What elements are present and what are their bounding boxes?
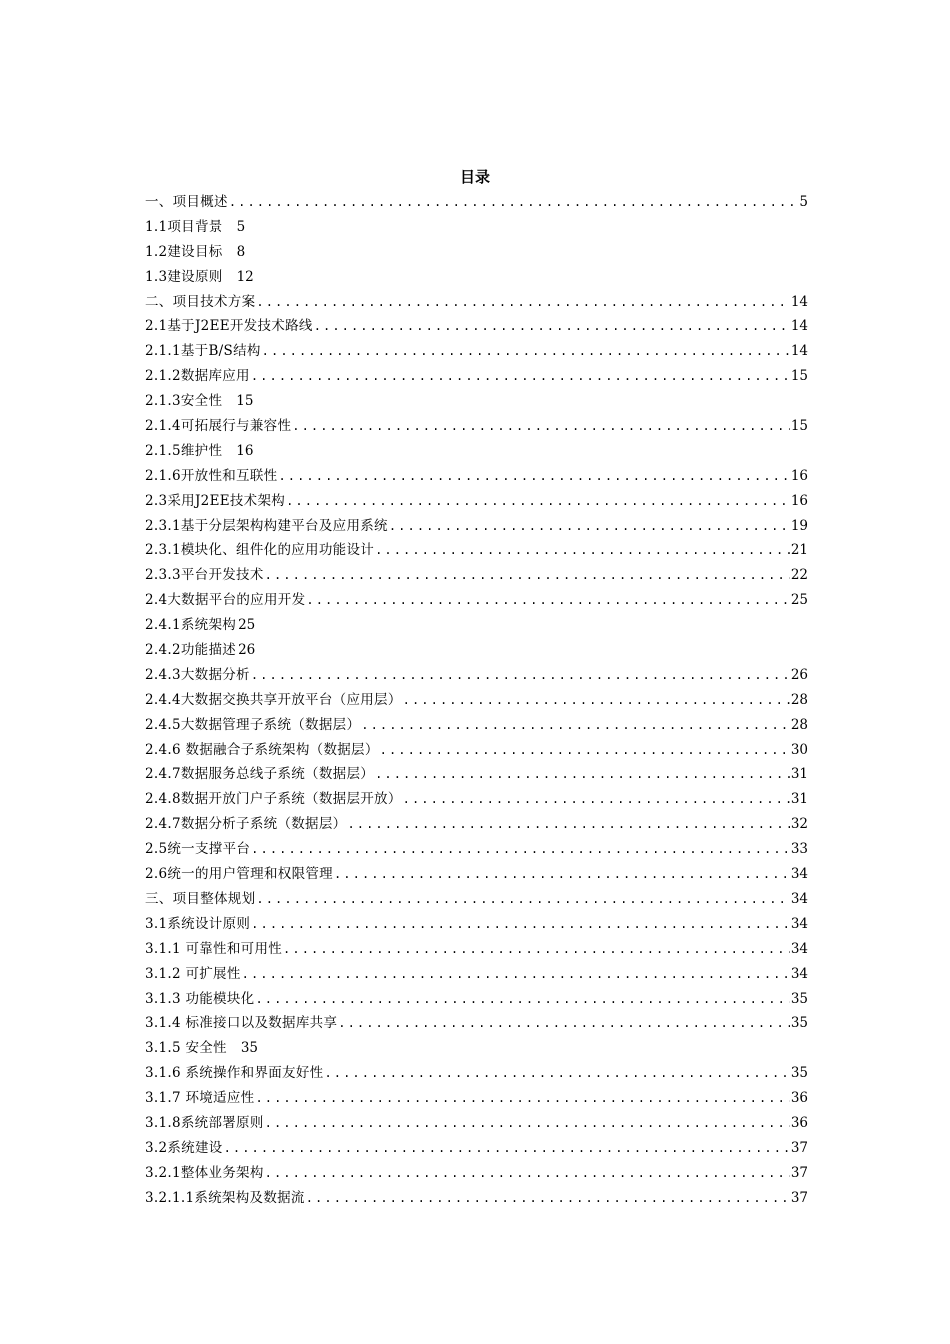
toc-dot-leader xyxy=(255,987,789,1012)
toc-entry-label: 3.1.4 标准接口以及数据库共享 xyxy=(145,1015,338,1032)
toc-dot-leader xyxy=(324,1061,789,1086)
toc-entry-label: 2.1.4可拓展行与兼容性 xyxy=(145,418,292,435)
toc-entry-label: 2.1.2数据库应用 xyxy=(145,368,250,385)
toc-entry[interactable] xyxy=(145,265,808,290)
toc-entry-label: 三、项目整体规划 xyxy=(145,890,256,907)
toc-entry-page-number: 30 xyxy=(790,741,808,758)
toc-entry-page-number: 37 xyxy=(790,1139,808,1156)
toc-entry[interactable] xyxy=(145,389,808,414)
toc-entry-label: 3.1.7 环境适应性 xyxy=(145,1090,255,1107)
toc-entry-label: 2.4.1系统架构 xyxy=(145,617,237,634)
toc-entry-label: 3.1.2 可扩展性 xyxy=(145,965,241,982)
toc-entry-page-number: 15 xyxy=(236,393,254,410)
toc-entry[interactable] xyxy=(145,364,808,389)
toc-entry[interactable] xyxy=(145,439,808,464)
toc-dot-leader xyxy=(389,514,790,539)
toc-entry[interactable] xyxy=(145,912,808,937)
toc-entry-page-number: 31 xyxy=(790,791,808,808)
toc-dot-leader xyxy=(256,290,789,315)
toc-entry[interactable] xyxy=(145,613,808,638)
toc-entry-label: 2.1.5维护性 xyxy=(145,442,223,459)
toc-entry-label: 2.5统一支撑平台 xyxy=(145,841,251,858)
toc-dot-leader xyxy=(403,688,790,713)
toc-entry-page-number: 28 xyxy=(790,716,808,733)
toc-entry-label: 1.2建设目标 xyxy=(145,243,223,260)
toc-dot-leader xyxy=(306,588,789,613)
toc-dot-leader xyxy=(256,887,789,912)
toc-entry[interactable] xyxy=(145,1011,808,1036)
toc-entry[interactable] xyxy=(145,314,808,339)
toc-dot-leader xyxy=(251,837,790,862)
toc-dot-leader xyxy=(265,1111,790,1136)
toc-entry-label: 2.4.7数据服务总线子系统（数据层） xyxy=(145,766,375,783)
toc-entry-page-number: 35 xyxy=(790,1015,808,1032)
toc-dot-leader xyxy=(262,339,790,364)
toc-entry[interactable] xyxy=(145,762,808,787)
toc-dot-leader xyxy=(375,762,790,787)
toc-entry[interactable] xyxy=(145,663,808,688)
toc-entry-label: 2.3.1基于分层架构构建平台及应用系统 xyxy=(145,517,388,534)
toc-entry-label: 2.3.1模块化、组件化的应用功能设计 xyxy=(145,542,375,559)
toc-dot-leader xyxy=(338,1011,790,1036)
toc-entry[interactable] xyxy=(145,688,808,713)
toc-entry[interactable] xyxy=(145,240,808,265)
toc-dot-leader xyxy=(334,862,790,887)
toc-entry-label: 2.6统一的用户管理和权限管理 xyxy=(145,866,333,883)
toc-entry[interactable] xyxy=(145,190,808,215)
toc-entry-page-number: 34 xyxy=(790,940,808,957)
toc-entry[interactable] xyxy=(145,837,808,862)
toc-entry[interactable] xyxy=(145,638,808,663)
toc-entry-page-number: 14 xyxy=(790,318,808,335)
toc-entry-label: 2.4.7数据分析子系统（数据层） xyxy=(145,816,347,833)
toc-entry[interactable] xyxy=(145,538,808,563)
toc-entry-label: 2.1.1基于B/S结构 xyxy=(145,343,261,360)
toc-entry-label: 2.4.5大数据管理子系统（数据层） xyxy=(145,716,361,733)
toc-entry-label: 3.1.5 安全性 xyxy=(145,1040,227,1057)
toc-entry-page-number: 36 xyxy=(790,1090,808,1107)
toc-entry-label: 3.2系统建设 xyxy=(145,1139,223,1156)
toc-entry[interactable] xyxy=(145,563,808,588)
toc-entry-page-number: 35 xyxy=(790,1065,808,1082)
toc-entry-label: 2.4大数据平台的应用开发 xyxy=(145,592,306,609)
toc-entry[interactable] xyxy=(145,339,808,364)
toc-entry-page-number: 15 xyxy=(790,418,808,435)
toc-entry[interactable] xyxy=(145,1161,808,1186)
toc-dot-leader xyxy=(265,1161,790,1186)
toc-entry-label: 3.1.1 可靠性和可用性 xyxy=(145,940,283,957)
toc-entry[interactable] xyxy=(145,1086,808,1111)
toc-dot-leader xyxy=(251,364,790,389)
toc-entry-label: 3.1.8系统部署原则 xyxy=(145,1114,264,1131)
toc-entry-page-number: 34 xyxy=(790,890,808,907)
toc-entry-page-number: 14 xyxy=(790,343,808,360)
toc-entry-label: 3.1.6 系统操作和界面友好性 xyxy=(145,1065,324,1082)
toc-entry[interactable] xyxy=(145,1036,808,1061)
toc-entry-label: 2.4.6 数据融合子系统架构（数据层） xyxy=(145,741,379,758)
toc-entry-page-number: 26 xyxy=(790,666,808,683)
toc-dot-leader xyxy=(361,713,790,738)
toc-entry-page-number: 15 xyxy=(790,368,808,385)
toc-entry-label: 2.4.8数据开放门户子系统（数据层开放） xyxy=(145,791,402,808)
toc-entry[interactable] xyxy=(145,514,808,539)
toc-entry-label: 1.3建设原则 xyxy=(145,268,223,285)
toc-entry[interactable] xyxy=(145,738,808,763)
toc-entry-label: 2.1.3安全性 xyxy=(145,393,223,410)
toc-dot-leader xyxy=(292,414,790,439)
toc-entry[interactable] xyxy=(145,812,808,837)
toc-entry-page-number: 16 xyxy=(236,442,254,459)
toc-entry[interactable] xyxy=(145,464,808,489)
toc-entry[interactable] xyxy=(145,588,808,613)
table-of-contents xyxy=(145,190,808,1211)
toc-entry[interactable] xyxy=(145,862,808,887)
toc-entry[interactable] xyxy=(145,887,808,912)
toc-entry-label: 2.4.2功能描述 xyxy=(145,642,237,659)
toc-entry-page-number: 36 xyxy=(790,1114,808,1131)
toc-entry-page-number: 25 xyxy=(790,592,808,609)
toc-entry-label: 3.1系统设计原则 xyxy=(145,915,251,932)
toc-entry-label: 1.1项目背景 xyxy=(145,218,223,235)
toc-dot-leader xyxy=(265,563,790,588)
toc-entry[interactable] xyxy=(145,1061,808,1086)
toc-entry-label: 3.2.1.1系统架构及数据流 xyxy=(145,1189,305,1206)
toc-entry-page-number: 37 xyxy=(790,1164,808,1181)
toc-entry-page-number: 33 xyxy=(790,841,808,858)
toc-entry[interactable] xyxy=(145,215,808,240)
toc-entry-label: 3.2.1整体业务架构 xyxy=(145,1164,264,1181)
toc-entry-page-number: 28 xyxy=(790,691,808,708)
toc-dot-leader xyxy=(283,937,790,962)
toc-dot-leader xyxy=(306,1186,790,1211)
toc-dot-leader xyxy=(347,812,789,837)
toc-entry-page-number: 25 xyxy=(238,617,256,634)
toc-entry-page-number: 5 xyxy=(799,194,808,210)
toc-entry-label: 3.1.3 功能模块化 xyxy=(145,990,255,1007)
toc-entry-page-number: 34 xyxy=(790,965,808,982)
toc-entry-page-number: 32 xyxy=(790,816,808,833)
toc-dot-leader xyxy=(251,912,790,937)
toc-dot-leader xyxy=(403,787,790,812)
toc-entry-page-number: 35 xyxy=(240,1040,259,1057)
toc-entry[interactable] xyxy=(145,937,808,962)
toc-dot-leader xyxy=(380,738,790,763)
toc-entry-label: 二、项目技术方案 xyxy=(145,293,256,310)
toc-entry-page-number: 5 xyxy=(236,218,246,235)
toc-entry-page-number: 8 xyxy=(236,243,246,260)
toc-entry[interactable] xyxy=(145,414,808,439)
toc-entry-label: 一、项目概述 xyxy=(145,194,228,210)
toc-entry[interactable] xyxy=(145,1136,808,1161)
toc-entry[interactable] xyxy=(145,489,808,514)
toc-entry-page-number: 34 xyxy=(790,915,808,932)
toc-entry[interactable] xyxy=(145,713,808,738)
toc-entry-label: 2.1.6开放性和互联性 xyxy=(145,467,278,484)
toc-entry-page-number: 31 xyxy=(790,766,808,783)
toc-dot-leader xyxy=(255,1086,789,1111)
toc-entry-label: 2.4.4大数据交换共享开放平台（应用层） xyxy=(145,691,402,708)
toc-title: 目录 xyxy=(459,168,490,186)
toc-dot-leader xyxy=(229,190,799,215)
toc-entry[interactable] xyxy=(145,1186,808,1211)
toc-dot-leader xyxy=(286,489,790,514)
toc-entry[interactable] xyxy=(145,1111,808,1136)
toc-entry-page-number: 16 xyxy=(790,467,808,484)
toc-dot-leader xyxy=(375,538,790,563)
toc-dot-leader xyxy=(224,1136,790,1161)
toc-entry-page-number: 37 xyxy=(790,1189,808,1206)
toc-entry-page-number: 16 xyxy=(790,492,808,509)
toc-entry-label: 2.4.3大数据分析 xyxy=(145,666,250,683)
toc-entry-page-number: 14 xyxy=(790,293,808,310)
toc-entry-page-number: 34 xyxy=(790,866,808,883)
toc-entry[interactable] xyxy=(145,787,808,812)
toc-dot-leader xyxy=(314,314,790,339)
toc-dot-leader xyxy=(251,663,790,688)
toc-entry-label: 2.3.3平台开发技术 xyxy=(145,567,264,584)
toc-entry-label: 2.1基于J2EE开发技术路线 xyxy=(145,318,313,335)
toc-entry[interactable] xyxy=(145,962,808,987)
toc-entry-page-number: 19 xyxy=(790,517,808,534)
toc-entry[interactable] xyxy=(145,290,808,315)
toc-entry-label: 2.3采用J2EE技术架构 xyxy=(145,492,286,509)
toc-entry-page-number: 21 xyxy=(790,542,808,559)
toc-entry-page-number: 26 xyxy=(238,642,256,659)
toc-entry-page-number: 35 xyxy=(790,990,808,1007)
toc-entry-page-number: 12 xyxy=(236,268,254,285)
toc-entry[interactable] xyxy=(145,987,808,1012)
toc-dot-leader xyxy=(242,962,790,987)
toc-dot-leader xyxy=(278,464,789,489)
toc-entry-page-number: 22 xyxy=(790,567,808,584)
